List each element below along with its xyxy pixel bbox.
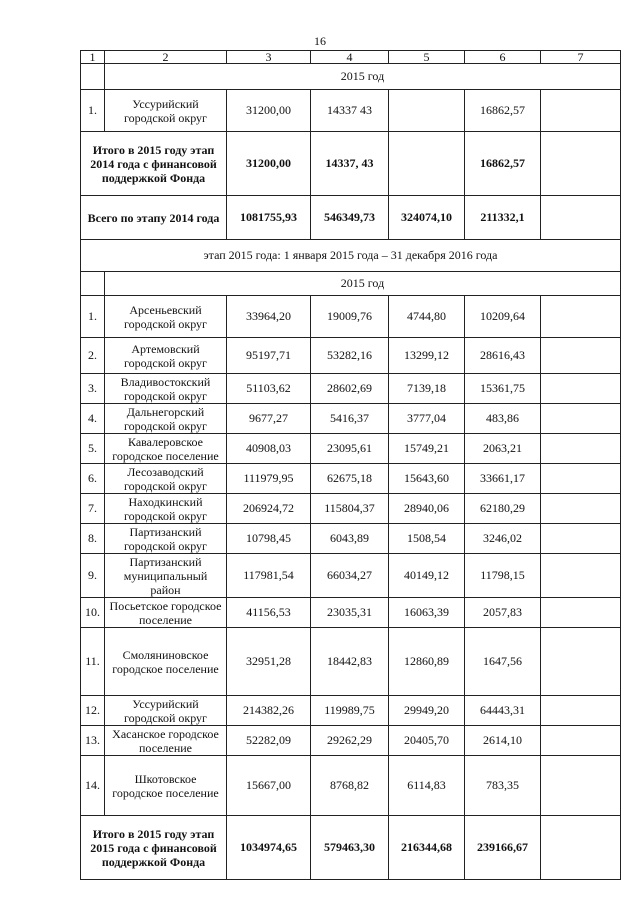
section-label: 2015 год [105,64,621,90]
itogo-row [81,816,621,880]
column-header: 1 [81,51,105,64]
budget-table [80,50,621,880]
value-cell: 16063,39 [389,598,465,628]
value-cell: 483,86 [465,404,541,434]
row-number: 14. [81,756,105,816]
value-cell [541,628,621,696]
value-cell: 29949,20 [389,696,465,726]
row-number: 3. [81,374,105,404]
row-name: Арсеньевский городской округ [105,296,227,338]
row-number: 13. [81,726,105,756]
total-value: 14337, 43 [311,132,389,196]
value-cell: 95197,71 [227,338,311,374]
value-cell: 28940,06 [389,494,465,524]
vsego-row [81,196,621,240]
value-cell: 783,35 [465,756,541,816]
table-row [81,404,621,434]
value-cell: 53282,16 [311,338,389,374]
value-cell [541,404,621,434]
value-cell: 28602,69 [311,374,389,404]
value-cell: 33964,20 [227,296,311,338]
row-number: 1. [81,90,105,132]
value-cell: 14337 43 [311,90,389,132]
value-cell [541,726,621,756]
header-row [81,51,621,64]
value-cell: 4744,80 [389,296,465,338]
value-cell: 15667,00 [227,756,311,816]
year-row [81,64,621,90]
empty-cell [81,272,105,296]
value-cell [541,494,621,524]
total-value: 211332,1 [465,196,541,240]
row-name: Партизанский муниципальный район [105,554,227,598]
value-cell: 2057,83 [465,598,541,628]
value-cell: 18442,83 [311,628,389,696]
value-cell: 117981,54 [227,554,311,598]
row-number: 8. [81,524,105,554]
row-name: Кавалеровское городское поселение [105,434,227,464]
value-cell: 32951,28 [227,628,311,696]
total-value: 216344,68 [389,816,465,880]
table-row [81,696,621,726]
total-value [541,196,621,240]
table-row [81,90,621,132]
table-row [81,338,621,374]
value-cell: 15643,60 [389,464,465,494]
value-cell: 8768,82 [311,756,389,816]
value-cell: 19009,76 [311,296,389,338]
row-name: Хасанское городское поселение [105,726,227,756]
section-label: 2015 год [105,272,621,296]
value-cell: 115804,37 [311,494,389,524]
row-number: 9. [81,554,105,598]
row-name: Артемовский городской округ [105,338,227,374]
value-cell: 31200,00 [227,90,311,132]
total-value: 31200,00 [227,132,311,196]
row-number: 12. [81,696,105,726]
row-number: 7. [81,494,105,524]
value-cell: 23095,61 [311,434,389,464]
value-cell: 41156,53 [227,598,311,628]
value-cell: 52282,09 [227,726,311,756]
value-cell: 64443,31 [465,696,541,726]
total-value: 239166,67 [465,816,541,880]
table-row [81,554,621,598]
value-cell: 15361,75 [465,374,541,404]
year-row [81,272,621,296]
total-value: 579463,30 [311,816,389,880]
row-name: Уссурийский городской округ [105,696,227,726]
row-name: Лесозаводский городской округ [105,464,227,494]
row-name: Смоляниновское городское поселение [105,628,227,696]
total-label: Итого в 2015 году этап 2014 года с финансовой поддержкой Фонда [81,132,227,196]
total-value [541,816,621,880]
value-cell [541,554,621,598]
total-value: 1034974,65 [227,816,311,880]
column-header: 4 [311,51,389,64]
value-cell [541,90,621,132]
row-name: Партизанский городской округ [105,524,227,554]
value-cell: 2063,21 [465,434,541,464]
total-value: 16862,57 [465,132,541,196]
value-cell [541,464,621,494]
value-cell: 13299,12 [389,338,465,374]
row-name: Дальнегорский городской округ [105,404,227,434]
value-cell: 111979,95 [227,464,311,494]
total-value: 1081755,93 [227,196,311,240]
column-header: 7 [541,51,621,64]
row-number: 11. [81,628,105,696]
table-row [81,374,621,404]
table-row [81,464,621,494]
column-header: 5 [389,51,465,64]
value-cell: 51103,62 [227,374,311,404]
page-number: 16 [314,34,326,48]
table-row [81,628,621,696]
value-cell: 2614,10 [465,726,541,756]
value-cell [541,696,621,726]
table-row [81,494,621,524]
value-cell [541,598,621,628]
row-number: 10. [81,598,105,628]
value-cell: 1647,56 [465,628,541,696]
row-name: Находкинский городской округ [105,494,227,524]
value-cell: 119989,75 [311,696,389,726]
row-name: Уссурийский городской округ [105,90,227,132]
value-cell: 40908,03 [227,434,311,464]
value-cell: 9677,27 [227,404,311,434]
table-row [81,756,621,816]
column-header: 6 [465,51,541,64]
value-cell [541,434,621,464]
value-cell: 11798,15 [465,554,541,598]
value-cell: 10209,64 [465,296,541,338]
value-cell: 29262,29 [311,726,389,756]
value-cell: 33661,17 [465,464,541,494]
value-cell: 5416,37 [311,404,389,434]
value-cell: 62180,29 [465,494,541,524]
table-row [81,524,621,554]
table-row [81,296,621,338]
empty-cell [81,64,105,90]
value-cell: 28616,43 [465,338,541,374]
value-cell: 6043,89 [311,524,389,554]
value-cell: 10798,45 [227,524,311,554]
row-name: Посьетское городское поселение [105,598,227,628]
value-cell: 7139,18 [389,374,465,404]
value-cell [541,374,621,404]
value-cell: 3777,04 [389,404,465,434]
value-cell [541,756,621,816]
total-value [541,132,621,196]
row-number: 5. [81,434,105,464]
value-cell: 206924,72 [227,494,311,524]
value-cell: 20405,70 [389,726,465,756]
value-cell: 6114,83 [389,756,465,816]
value-cell [541,296,621,338]
row-name: Шкотовское городское поселение [105,756,227,816]
row-number: 1. [81,296,105,338]
row-name: Владивостокский городской округ [105,374,227,404]
value-cell: 23035,31 [311,598,389,628]
total-value: 324074,10 [389,196,465,240]
value-cell: 40149,12 [389,554,465,598]
row-number: 2. [81,338,105,374]
value-cell: 62675,18 [311,464,389,494]
total-value [389,132,465,196]
column-header: 2 [105,51,227,64]
value-cell [541,338,621,374]
value-cell: 15749,21 [389,434,465,464]
table-row [81,434,621,464]
value-cell: 12860,89 [389,628,465,696]
stage-row [81,240,621,272]
value-cell: 214382,26 [227,696,311,726]
table-row [81,726,621,756]
value-cell: 16862,57 [465,90,541,132]
column-header: 3 [227,51,311,64]
total-label: Итого в 2015 году этап 2015 года с финансовой поддержкой Фонда [81,816,227,880]
value-cell [389,90,465,132]
value-cell: 66034,27 [311,554,389,598]
row-number: 6. [81,464,105,494]
value-cell [541,524,621,554]
total-value: 546349,73 [311,196,389,240]
table-row [81,598,621,628]
itogo-row [81,132,621,196]
value-cell: 1508,54 [389,524,465,554]
row-number: 4. [81,404,105,434]
section-label: этап 2015 года: 1 января 2015 года – 31 декабря 2016 года [81,240,621,272]
total-label: Всего по этапу 2014 года [81,196,227,240]
value-cell: 3246,02 [465,524,541,554]
